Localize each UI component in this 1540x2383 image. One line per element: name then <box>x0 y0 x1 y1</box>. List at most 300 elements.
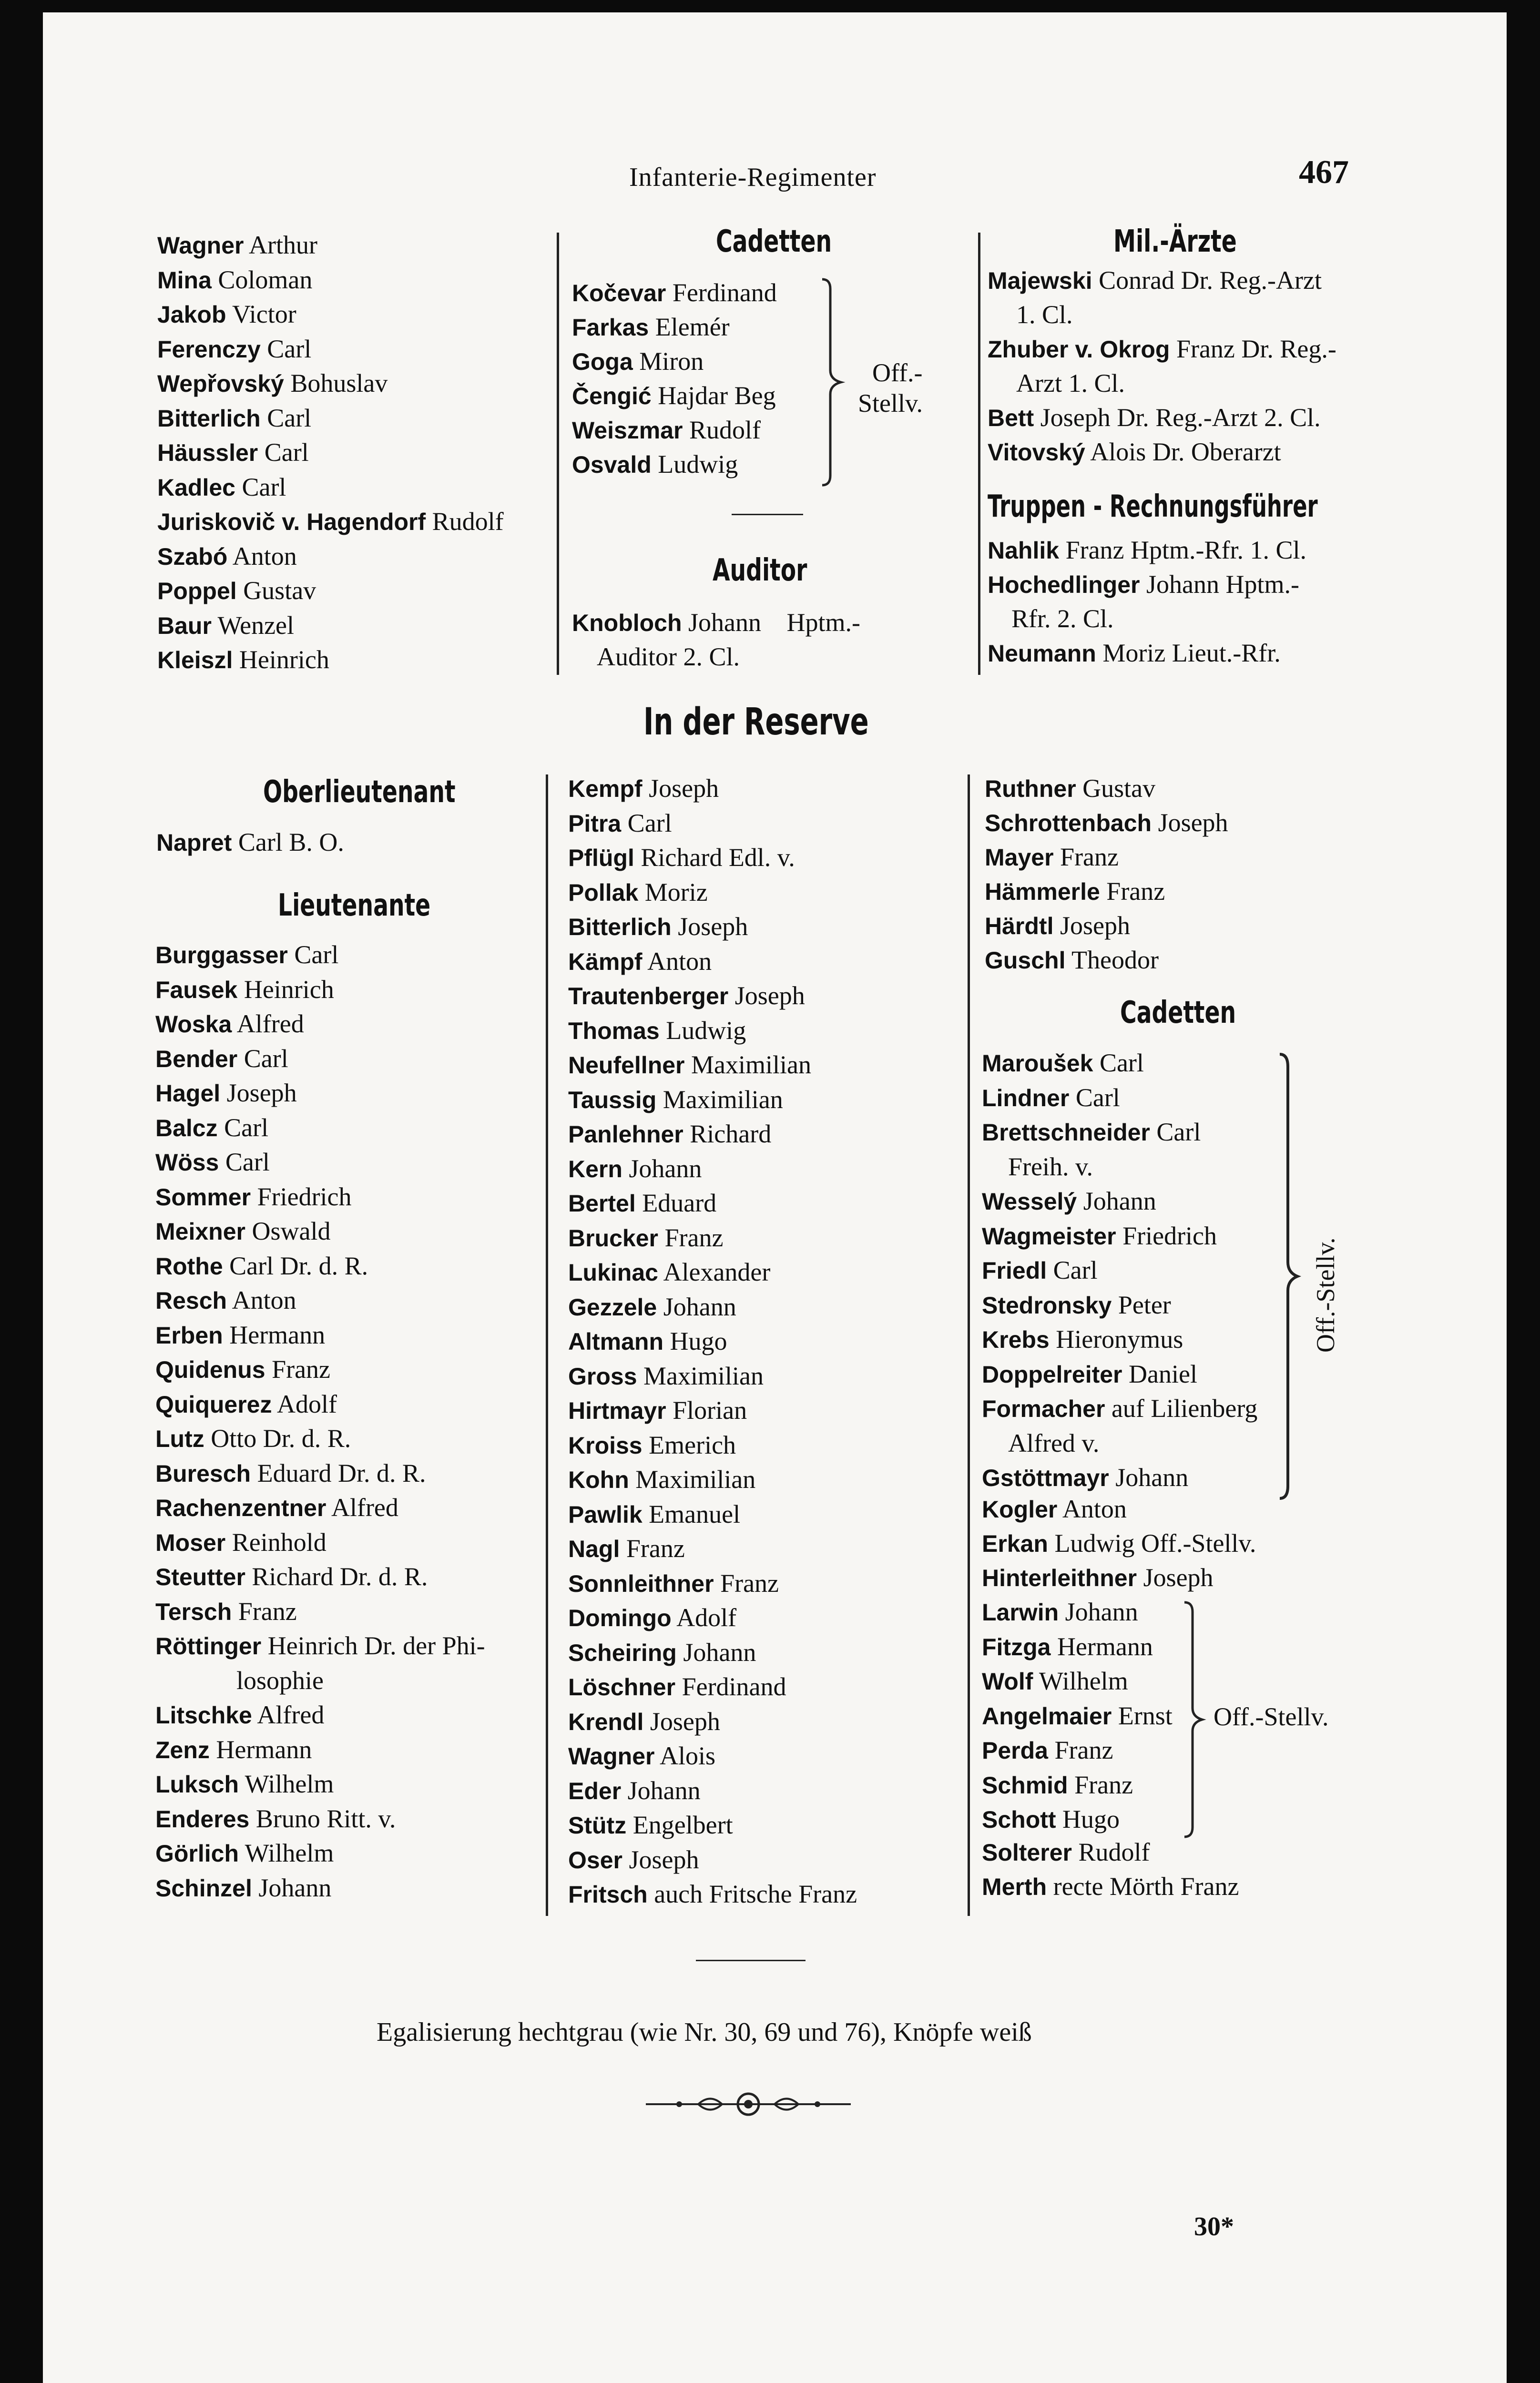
list-item <box>155 1041 288 1076</box>
given-names: Joseph <box>1143 1563 1214 1592</box>
page-number: 467 <box>1299 154 1349 191</box>
surname: Schrottenbach <box>985 810 1152 836</box>
surname: Panlehner <box>568 1121 683 1148</box>
list-item <box>568 1221 723 1255</box>
list-item <box>568 1186 716 1221</box>
surname: Kempf <box>568 775 643 802</box>
surname: Eder <box>568 1777 622 1804</box>
list-item <box>982 1046 1144 1080</box>
given-names: Alois <box>660 1741 716 1770</box>
given-names: Alois Dr. Oberarzt <box>1090 438 1281 466</box>
list-item <box>1008 1150 1093 1184</box>
list-item <box>568 806 672 841</box>
surname: Burggasser <box>155 942 288 968</box>
surname: Guschl <box>985 947 1066 974</box>
given-names: Maximilian <box>691 1050 811 1079</box>
list-item <box>155 1490 398 1525</box>
surname: Lindner <box>982 1084 1070 1111</box>
list-item <box>155 1421 351 1456</box>
list-item <box>988 400 1321 435</box>
ornament-icon <box>646 2088 851 2121</box>
list-item <box>568 840 795 875</box>
list-item <box>988 332 1336 367</box>
given-names: Wenzel <box>217 611 295 640</box>
aerzte-heading: Mil.-Ärzte <box>1113 224 1237 259</box>
given-names: Richard Dr. d. R. <box>252 1562 428 1591</box>
cadetten-brace-label-2: Stellv. <box>858 389 923 418</box>
surname: Woska <box>155 1011 232 1038</box>
given-names: auf Lilienberg <box>1111 1394 1258 1423</box>
given-names: Franz Dr. Reg.- <box>1176 335 1336 363</box>
given-names: Johann <box>663 1292 736 1321</box>
list-item <box>157 470 286 505</box>
given-names: Moriz <box>644 877 708 906</box>
surname: Görlich <box>155 1840 239 1867</box>
list-item <box>568 1773 701 1808</box>
footer-text: Egalisierung hechtgrau (wie Nr. 30, 69 und 76), Knöpfe weiß <box>377 2017 1032 2047</box>
list-item <box>157 228 317 263</box>
given-names: Florian <box>673 1396 747 1425</box>
given-names: Wilhelm <box>1039 1667 1128 1695</box>
given-names: Johann <box>683 1638 756 1667</box>
surname: Hochedlinger <box>988 571 1140 598</box>
surname: Kroiss <box>568 1432 643 1459</box>
given-names: Richard Edl. v. <box>641 843 795 872</box>
list-item <box>157 435 309 470</box>
list-item <box>572 447 738 482</box>
given-names: Joseph <box>649 774 719 803</box>
surname: Szabó <box>157 543 228 570</box>
surname: Doppelreiter <box>982 1361 1122 1388</box>
list-item <box>985 771 1155 806</box>
given-names: Hieronymus <box>1056 1325 1183 1354</box>
oberlieutenant-heading: Oberlieutenant <box>263 774 456 810</box>
surname: Rachenzentner <box>155 1495 326 1521</box>
surname: Schinzel <box>155 1874 252 1902</box>
list-item <box>568 1670 786 1704</box>
list-item <box>157 642 329 677</box>
list-item <box>155 1836 334 1871</box>
list-item <box>982 1664 1128 1699</box>
surname: Erkan <box>982 1530 1048 1557</box>
surname: Formacher <box>982 1395 1105 1422</box>
list-item <box>1016 366 1125 400</box>
list-item <box>568 1600 736 1635</box>
surname: Löschner <box>568 1674 676 1701</box>
list-item <box>157 297 296 332</box>
list-item <box>988 435 1281 469</box>
list-item <box>155 1007 304 1041</box>
surname: Quidenus <box>155 1356 265 1383</box>
given-names: Franz <box>238 1597 297 1626</box>
list-item <box>568 1877 857 1912</box>
list-item <box>568 1566 779 1601</box>
given-names: Ferdinand <box>672 278 777 307</box>
surname: Litschke <box>155 1702 252 1729</box>
given-names: Carl <box>267 403 312 432</box>
given-names: Joseph <box>1158 808 1228 837</box>
surname: Fausek <box>155 976 238 1003</box>
list-item <box>155 1732 312 1767</box>
list-item <box>568 1739 715 1773</box>
scan-border-right <box>1507 0 1540 2383</box>
surname: Nagl <box>568 1536 620 1562</box>
surname: Pflügl <box>568 845 634 871</box>
list-item <box>982 1699 1173 1733</box>
given-names: Maximilian <box>643 1361 764 1390</box>
given-names: Carl Dr. d. R. <box>229 1251 368 1280</box>
list-item <box>982 1288 1171 1323</box>
list-item <box>568 1531 685 1566</box>
auditor-rank: Johann Hptm.- <box>688 608 860 637</box>
cadetten-heading: Cadetten <box>716 224 832 259</box>
list-item <box>155 1180 352 1214</box>
surname: Thomas <box>568 1017 660 1044</box>
given-names: Arzt 1. Cl. <box>1016 369 1125 397</box>
cadetten-brace-label-1: Off.- <box>872 358 923 387</box>
surname: Osvald <box>572 451 652 478</box>
given-names: Carl <box>267 334 312 363</box>
surname: Moser <box>155 1529 226 1556</box>
list-item <box>982 1595 1138 1629</box>
given-names: Carl <box>627 808 672 837</box>
surname: Kern <box>568 1155 622 1182</box>
surname: Poppel <box>157 578 237 604</box>
given-names: Franz <box>1054 1736 1113 1764</box>
surname: Pawlik <box>568 1501 643 1528</box>
surname: Härdtl <box>985 913 1054 939</box>
surname: Weiszmar <box>572 417 683 444</box>
list-item <box>568 1635 756 1670</box>
list-item <box>572 275 777 310</box>
given-names: Alfred <box>331 1493 398 1522</box>
surname: Zhuber v. Okrog <box>988 336 1170 363</box>
surname: Bitterlich <box>157 405 261 432</box>
given-names: Daniel <box>1129 1359 1197 1388</box>
given-names: Johann <box>629 1154 702 1183</box>
signature-mark: 30* <box>1194 2212 1234 2241</box>
given-names: Miron <box>639 347 704 376</box>
list-item <box>568 1704 720 1739</box>
list-item <box>982 1835 1150 1870</box>
surname: Friedl <box>982 1257 1047 1284</box>
surname: Napret <box>156 829 232 856</box>
list-item <box>155 1352 330 1387</box>
given-names: Adolf <box>676 1603 737 1632</box>
list-item <box>1011 601 1114 636</box>
surname: Maroušek <box>982 1050 1093 1077</box>
footer-separator-rule <box>696 1960 806 1961</box>
list-item <box>155 1214 330 1249</box>
given-names: Carl <box>1099 1049 1144 1077</box>
surname: Bitterlich <box>568 914 672 940</box>
given-names: Adolf <box>277 1389 337 1418</box>
surname: Wolf <box>982 1668 1033 1695</box>
list-item <box>985 840 1119 875</box>
list-item <box>157 573 316 608</box>
list-item <box>982 1802 1120 1837</box>
given-names: Ludwig <box>658 450 738 479</box>
list-item <box>1008 1426 1099 1460</box>
list-item <box>568 1462 755 1497</box>
surname: Erben <box>155 1322 223 1349</box>
given-names: Gustav <box>1082 774 1156 803</box>
given-names: Friedrich <box>257 1182 352 1211</box>
surname: Sonnleithner <box>568 1570 714 1597</box>
surname: Juriskovič v. Hagendorf <box>157 509 426 535</box>
given-names: Oswald <box>252 1217 331 1245</box>
list-item <box>568 1290 736 1324</box>
list-item <box>568 771 719 806</box>
list-item <box>568 1151 702 1186</box>
list-item <box>157 263 312 297</box>
list-item <box>1016 297 1073 332</box>
list-item <box>155 1318 325 1353</box>
given-names: Rudolf <box>689 416 761 444</box>
surname: Kadlec <box>157 474 235 501</box>
given-names: losophie <box>236 1666 324 1695</box>
list-item <box>988 636 1281 671</box>
surname: Pollak <box>568 879 639 906</box>
auditor-line-2: Auditor 2. Cl. <box>597 642 740 671</box>
list-item <box>155 1525 326 1560</box>
list-item <box>155 1802 396 1836</box>
list-item <box>155 1387 337 1422</box>
given-names: Maximilian <box>663 1085 783 1114</box>
given-names: Franz <box>1060 843 1119 871</box>
surname: Kleiszl <box>157 647 233 673</box>
surname: Rothe <box>155 1253 223 1280</box>
list-item <box>568 1013 746 1048</box>
surname: Wagner <box>157 232 244 259</box>
list-item <box>982 1560 1214 1595</box>
given-names: Carl <box>1156 1118 1201 1146</box>
surname: Gezzele <box>568 1293 657 1321</box>
given-names: Hermann <box>1057 1632 1153 1661</box>
list-item <box>982 1492 1127 1527</box>
surname: Buresch <box>155 1460 251 1487</box>
given-names: Alfred <box>236 1009 304 1038</box>
given-names: Otto Dr. d. R. <box>211 1424 351 1453</box>
surname: Enderes <box>155 1805 250 1833</box>
cadetten-heading-bottom: Cadetten <box>1120 995 1236 1030</box>
surname: Lutz <box>155 1426 204 1452</box>
given-names: Carl <box>244 1044 288 1073</box>
list-item <box>982 1733 1113 1768</box>
given-names: Johann <box>1115 1463 1189 1492</box>
given-names: Carl <box>225 1148 270 1176</box>
surname: Ruthner <box>985 775 1076 802</box>
list-item <box>155 1110 268 1145</box>
given-names: 1. Cl. <box>1016 300 1073 329</box>
surname: Röttinger <box>155 1633 262 1660</box>
list-item <box>572 378 776 413</box>
surname: Hirtmayr <box>568 1397 666 1424</box>
surname: Ferenczy <box>157 336 261 363</box>
list-item <box>982 1219 1217 1253</box>
given-names: Heinrich Dr. der Phi- <box>267 1631 485 1660</box>
list-item <box>157 366 388 401</box>
list-item <box>155 1249 368 1283</box>
surname: Fitzga <box>982 1633 1051 1660</box>
surname: Kohn <box>568 1466 629 1493</box>
brace-list-c <box>1182 1600 1211 1839</box>
given-names: Bruno Ritt. v. <box>255 1804 396 1833</box>
given-names: Alfred <box>257 1701 325 1729</box>
list-item <box>568 1048 811 1082</box>
surname: Wepřovský <box>157 370 284 397</box>
given-names: Ernst <box>1118 1701 1173 1730</box>
given-names: Carl <box>264 438 309 467</box>
surname: Brettschneider <box>982 1119 1150 1146</box>
surname: Čengić <box>572 383 652 409</box>
given-names: Peter <box>1118 1290 1171 1319</box>
surname: Fritsch <box>568 1881 648 1908</box>
surname: Steutter <box>155 1564 245 1590</box>
surname: Kämpf <box>568 948 643 975</box>
given-names: Johann <box>627 1776 701 1805</box>
list-item <box>155 1871 331 1905</box>
surname: Hämmerle <box>985 878 1100 905</box>
surname: Altmann <box>568 1328 663 1355</box>
list-item <box>568 1082 783 1117</box>
given-names: Johann <box>1083 1187 1156 1215</box>
surname: Pitra <box>568 810 622 837</box>
surname: Bertel <box>568 1190 636 1217</box>
list-item <box>568 1808 733 1843</box>
list-item <box>155 1145 270 1180</box>
list-item <box>155 1629 485 1663</box>
list-item <box>155 1698 324 1732</box>
surname: Mina <box>157 266 212 294</box>
given-names: Eduard <box>642 1189 717 1217</box>
column-rule-1-bottom <box>546 774 548 1916</box>
surname: Lukinac <box>568 1259 658 1286</box>
list-item <box>982 1526 1256 1561</box>
given-names: Ludwig <box>666 1016 746 1045</box>
surname: Oser <box>568 1846 622 1874</box>
surname: Domingo <box>568 1605 672 1631</box>
surname: Nahlik <box>988 537 1060 564</box>
surname: Goga <box>572 348 633 375</box>
surname: Angelmaier <box>982 1702 1112 1730</box>
surname: Wesselý <box>982 1188 1077 1215</box>
given-names: Anton <box>647 947 712 976</box>
surname: Balcz <box>155 1114 218 1141</box>
list-item <box>157 539 297 574</box>
scan-border-left <box>0 0 43 2383</box>
given-names: Joseph <box>226 1079 297 1107</box>
given-names: Conrad Dr. Reg.-Arzt <box>1099 266 1322 295</box>
given-names: auch Fritsche Franz <box>654 1880 857 1908</box>
column-rule-2-top <box>978 233 980 675</box>
list-item <box>985 908 1130 943</box>
given-names: Anton <box>1062 1495 1127 1523</box>
surname: Resch <box>155 1287 227 1314</box>
list-item <box>568 1497 740 1532</box>
list-item <box>988 533 1306 568</box>
given-names: Joseph Dr. Reg.-Arzt 2. Cl. <box>1040 403 1321 432</box>
list-item <box>155 1559 428 1594</box>
list-item <box>988 567 1299 602</box>
surname: Hinterleithner <box>982 1565 1137 1591</box>
list-item <box>568 1393 747 1428</box>
surname: Sommer <box>155 1183 251 1211</box>
given-names: Johann Hptm.- <box>1146 570 1299 599</box>
surname: Kogler <box>982 1496 1058 1523</box>
list-item <box>572 310 730 345</box>
given-names: Theodor <box>1071 946 1159 974</box>
given-names: Emerich <box>649 1430 736 1459</box>
given-names: Franz <box>720 1568 779 1598</box>
given-names: Hermann <box>216 1735 312 1764</box>
given-names: Franz Hptm.-Rfr. 1. Cl. <box>1065 536 1307 564</box>
given-names: Carl <box>224 1113 269 1142</box>
surname: Quiquerez <box>155 1391 272 1418</box>
list-item <box>568 1359 764 1394</box>
surname: Neufellner <box>568 1052 685 1079</box>
list-item <box>568 1255 770 1290</box>
auditor-surname: Knobloch <box>572 610 682 636</box>
brace-cadetten-bottom <box>1277 1052 1306 1500</box>
given-names: Heinrich <box>244 975 334 1004</box>
list-item <box>982 1869 1239 1904</box>
surname: Neumann <box>988 640 1096 667</box>
surname: Bett <box>988 405 1034 431</box>
surname: Brucker <box>568 1224 658 1252</box>
given-names: Hugo <box>670 1327 727 1355</box>
list-item <box>982 1768 1133 1803</box>
list-item <box>157 332 311 367</box>
given-names: Gustav <box>243 576 316 605</box>
given-names: Joseph <box>678 912 748 941</box>
surname: Scheiring <box>568 1639 677 1666</box>
list-item <box>988 263 1322 298</box>
given-names: Franz <box>1074 1770 1133 1799</box>
surname: Gstöttmayr <box>982 1465 1109 1491</box>
brace-cadetten-top <box>820 277 848 487</box>
surname: Mayer <box>985 844 1054 871</box>
list-item <box>155 1283 296 1318</box>
surname: Stedronsky <box>982 1292 1112 1319</box>
list-item <box>985 874 1165 909</box>
surname: Luksch <box>155 1771 239 1798</box>
list-item <box>155 1594 297 1629</box>
running-head: Infanterie-Regimenter <box>629 163 877 192</box>
list-item <box>568 1324 727 1359</box>
surname: Merth <box>982 1874 1047 1900</box>
list-item <box>568 978 805 1013</box>
given-names: Johann <box>1065 1598 1138 1626</box>
given-names: Moriz Lieut.-Rfr. <box>1102 639 1281 667</box>
list-item <box>155 1076 297 1110</box>
list-item <box>568 944 712 979</box>
list-item <box>982 1460 1188 1495</box>
list-item <box>985 943 1159 978</box>
scan-border-top <box>0 0 1540 12</box>
list-item <box>155 937 338 972</box>
given-names: Heinrich <box>239 645 329 674</box>
given-names: Reinhold <box>232 1528 326 1557</box>
given-names: Wilhelm <box>245 1839 334 1867</box>
list-item <box>156 825 344 860</box>
surname: Krendl <box>568 1708 644 1735</box>
surname: Bender <box>155 1045 238 1072</box>
given-names: Elemér <box>655 313 730 341</box>
surname: Häussler <box>157 439 258 466</box>
given-names: Hugo <box>1062 1805 1120 1833</box>
given-names: Alfred v. <box>1008 1428 1100 1457</box>
